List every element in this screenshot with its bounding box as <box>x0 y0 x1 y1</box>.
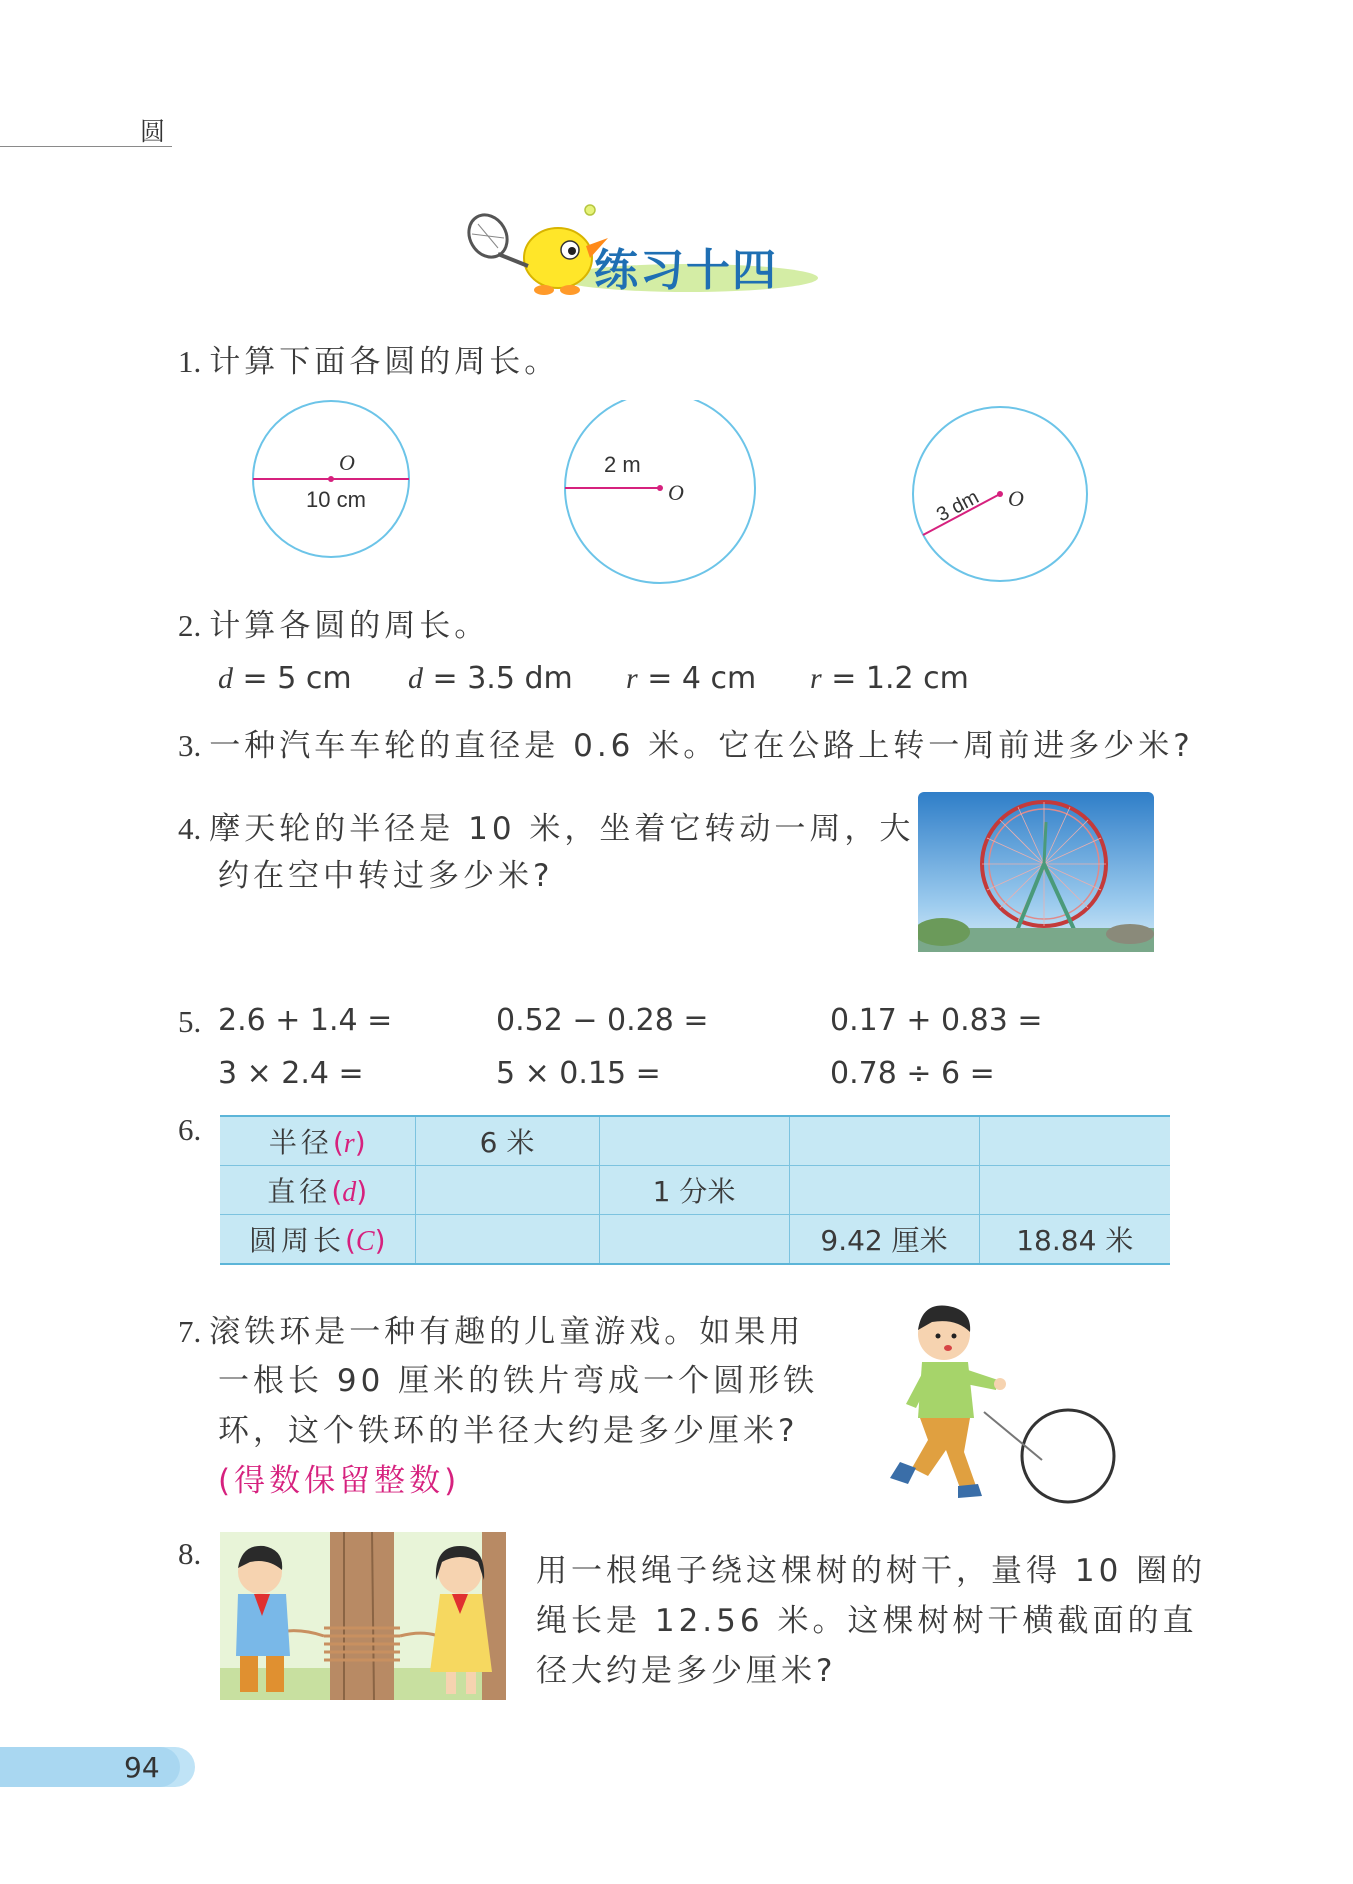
question-2-number: 2. <box>178 608 202 643</box>
cell-circumference-2 <box>599 1215 789 1265</box>
q2-item-4 <box>810 661 969 696</box>
question-1-number: 1. <box>178 344 202 379</box>
circles-figure <box>240 400 1140 600</box>
question-8-line-3: 径大约是多少厘米? <box>536 1653 837 1689</box>
circle-values-table <box>220 1115 1170 1265</box>
question-7-line-3: 环，这个铁环的半径大约是多少厘米? <box>218 1413 799 1449</box>
question-7-note-wrap <box>218 1463 461 1499</box>
question-8-line-2: 绳长是 12.56 米。这棵树树干横截面的直 <box>536 1603 1198 1639</box>
circle-diameter-10cm <box>253 401 409 557</box>
question-8-line-1-wrap <box>536 1553 1207 1589</box>
cell-circumference-3: 9.42 厘米 <box>789 1215 979 1265</box>
q2-item-1-var: d <box>218 662 233 695</box>
row-header-diameter: 直径(d) <box>220 1166 415 1215</box>
question-5-number-wrap <box>178 1006 209 1038</box>
cell-radius-2 <box>599 1116 789 1166</box>
q2-item-2-value: = 3.5 dm <box>423 661 573 696</box>
question-7-number: 7. <box>178 1314 202 1349</box>
q5-calc-3: 0.17 + 0.83 = <box>830 1003 1043 1038</box>
cell-diameter-1 <box>415 1166 599 1215</box>
circle-3-center-label: O <box>1008 486 1024 511</box>
cell-circumference-1 <box>415 1215 599 1265</box>
circle-2-center-label: O <box>668 480 684 505</box>
chapter-label: 圆 <box>140 117 166 146</box>
q2-item-1-value: = 5 cm <box>233 661 352 696</box>
question-4-continued <box>218 858 554 894</box>
question-3-number: 3. <box>178 728 202 763</box>
circle-1-center-label: O <box>339 450 355 475</box>
q2-item-1 <box>218 661 352 696</box>
row-header-circumference: 圆周长(C) <box>220 1215 415 1265</box>
question-1 <box>178 346 559 378</box>
question-3 <box>178 730 1194 762</box>
question-7-line-2-wrap <box>218 1363 819 1399</box>
cell-diameter-2: 1 分米 <box>599 1166 789 1215</box>
question-4 <box>178 813 914 845</box>
q2-item-3 <box>626 661 757 696</box>
row-header-radius: 半径(r) <box>220 1116 415 1166</box>
question-4-line-2: 约在空中转过多少米? <box>218 858 554 894</box>
circle-1-measure: 10 cm <box>306 487 366 512</box>
question-8-line-2-wrap <box>536 1603 1198 1639</box>
cell-diameter-3 <box>789 1166 979 1215</box>
exercise-title: 练习十四 <box>594 245 778 296</box>
question-4-number: 4. <box>178 811 202 846</box>
question-8-number-wrap <box>178 1538 209 1570</box>
page-number: 94 <box>124 1751 160 1784</box>
q5-calc-2: 0.52 − 0.28 = <box>496 1003 709 1038</box>
q5-calc-5: 5 × 0.15 = <box>496 1056 661 1091</box>
q5-calc-1: 2.6 + 1.4 = <box>218 1003 393 1038</box>
q2-item-3-value: = 4 cm <box>637 661 757 696</box>
question-7-line-3-wrap <box>218 1413 799 1449</box>
header-rule <box>0 146 172 147</box>
q2-item-2 <box>408 661 573 696</box>
ferris-wheel-photo <box>918 792 1154 952</box>
q2-item-4-var: r <box>810 662 822 695</box>
q5-calc-6: 0.78 ÷ 6 = <box>830 1056 995 1091</box>
question-2 <box>178 610 489 642</box>
q2-item-3-var: r <box>626 662 638 695</box>
q2-item-2-var: d <box>408 662 423 695</box>
question-3-text: 一种汽车车轮的直径是 0.6 米。它在公路上转一周前进多少米? <box>209 728 1194 764</box>
circle-2-measure: 2 m <box>604 452 641 477</box>
question-1-text: 计算下面各圆的周长。 <box>209 344 560 380</box>
question-6-number: 6. <box>178 1112 202 1147</box>
question-7-line-1: 滚铁环是一种有趣的儿童游戏。如果用 <box>209 1314 805 1350</box>
question-7-note: (得数保留整数) <box>218 1463 461 1499</box>
table-row-diameter <box>220 1166 1170 1215</box>
cell-diameter-4 <box>979 1166 1170 1215</box>
circle-3-measure: 3 dm <box>933 486 983 527</box>
question-7-line-2: 一根长 90 厘米的铁片弯成一个圆形铁 <box>218 1363 819 1399</box>
circle-radius-2m <box>565 400 755 583</box>
cell-circumference-4: 18.84 米 <box>979 1215 1170 1265</box>
boy-rolling-hoop-illustration <box>872 1300 1132 1512</box>
table-row-circumference <box>220 1215 1170 1265</box>
question-5-number: 5. <box>178 1004 202 1039</box>
table-row-radius <box>220 1116 1170 1166</box>
question-4-line-1: 摩天轮的半径是 10 米，坐着它转动一周，大 <box>209 811 915 847</box>
question-2-text: 计算各圆的周长。 <box>209 608 490 644</box>
exercise-title-banner <box>458 196 818 306</box>
cell-radius-3 <box>789 1116 979 1166</box>
question-6-number-wrap <box>178 1114 209 1146</box>
q2-item-4-value: = 1.2 cm <box>821 661 969 696</box>
children-measuring-tree-illustration <box>220 1532 506 1700</box>
cell-radius-1: 6 米 <box>415 1116 599 1166</box>
question-8-line-1: 用一根绳子绕这棵树的树干，量得 10 圈的 <box>536 1553 1207 1589</box>
question-8-line-3-wrap <box>536 1653 837 1689</box>
circle-radius-3dm <box>913 407 1087 581</box>
cell-radius-4 <box>979 1116 1170 1166</box>
q5-calc-4: 3 × 2.4 = <box>218 1056 364 1091</box>
question-7 <box>178 1316 804 1348</box>
question-8-number: 8. <box>178 1536 202 1571</box>
